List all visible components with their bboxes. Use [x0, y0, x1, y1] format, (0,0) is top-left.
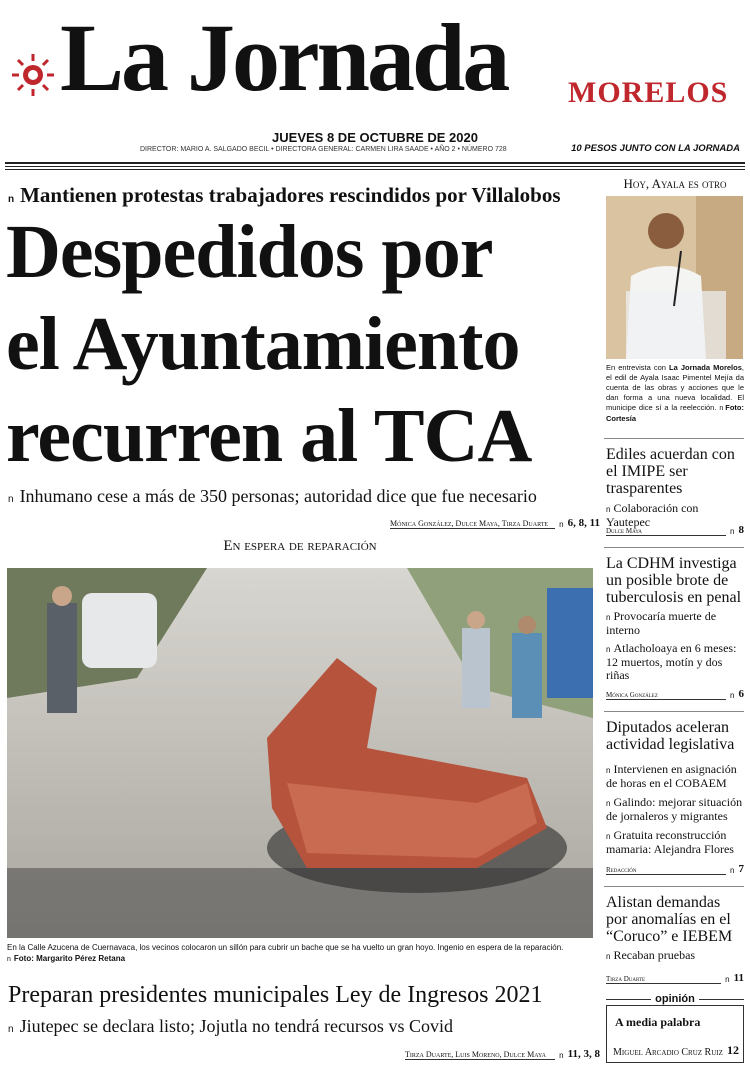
issue-date: JUEVES 8 DE OCTUBRE DE 2020 [272, 130, 478, 145]
divider [604, 886, 744, 887]
lead-deck: n Inhumano cese a más de 350 personas; autoridad dice que fue necesario [8, 486, 537, 506]
bullet-icon: n [8, 1024, 14, 1035]
sidebar-headline[interactable]: Ediles acuerdan con el IMIPE ser trasparentes [606, 446, 735, 497]
sidebar-byline: Dulce Maya n 8 [606, 524, 744, 536]
price-note: 10 PESOS JUNTO CON LA JORNADA [571, 143, 740, 154]
opinion-column-title: A media palabra [615, 1015, 701, 1029]
bullet-icon: n [8, 194, 15, 205]
opinion-box[interactable]: A media palabra Miguel Arcadio Cruz Ruiz 12 [606, 1005, 744, 1063]
divider [604, 438, 744, 439]
divider [604, 711, 744, 712]
page-ref: 6, 8, 11 [567, 517, 600, 529]
sidebar-sub: n Colaboración con Yautepec [606, 501, 699, 529]
feature-title: Hoy, Ayala es otro [623, 176, 727, 191]
masthead-rule [5, 169, 745, 170]
interview-photo [606, 196, 743, 359]
divider [604, 547, 744, 548]
feature-caption: En entrevista con La Jornada Morelos, el edil de Ayala Isaac Pimentel Mejía da cuenta de las obras y acciones que le dan forma a una nueva localidad. El municipe dice sí a la reelección. n Foto: Cortesía [606, 363, 744, 423]
second-deck: n Jiutepec se declara listo; Jojutla no tendrá recursos vs Covid [8, 1016, 453, 1036]
photo-title: En espera de reparación [223, 538, 377, 554]
sidebar-sub: n Intervienen en asignación de horas en el COBAEM [606, 762, 737, 790]
edition-name: MORELOS [568, 76, 729, 109]
sidebar-headline[interactable]: Alistan demandas por anomalías en el “Coruco” e IEBEM [606, 894, 733, 945]
page-ref: 11, 3, 8 [567, 1048, 600, 1060]
sidebar-sub: n Galindo: mejorar situación de jornaleros y migrantes [606, 795, 743, 823]
second-byline: Tirza Duarte, Luis Moreno, Dulce Maya n 11, 3, 8 [405, 1048, 600, 1060]
lead-kicker[interactable]: n Mantienen protestas trabajadores rescindidos por Villalobos [8, 183, 561, 207]
opinion-header: opinión [606, 993, 744, 1005]
photo-caption: En la Calle Azucena de Cuernavaca, los vecinos colocaron un sillón para cubrir un bache que se ha vuelto un gran hoyo. Ingenio en espera de la reparación. n Foto: Margarito Pérez Retana [7, 943, 564, 963]
sidebar-sub: n Provocaría muerte de interno [606, 609, 717, 637]
sidebar-headline[interactable]: La CDHM investiga un posible brote de tuberculosis en penal [606, 555, 742, 606]
sidebar-byline: Tirza Duarte n 11 [606, 972, 744, 984]
sun-logo-icon [10, 52, 56, 98]
sidebar-sub: n Recaban pruebas [606, 948, 696, 962]
bullet-icon: n [8, 494, 14, 505]
street-photo [7, 568, 593, 938]
lead-byline: Mónica González, Dulce Maya, Tirza Duarte n 6, 8, 11 [390, 517, 600, 529]
staff-credits: DIRECTOR: MARIO A. SALGADO BECIL • DIRECTORA GENERAL: CARMEN LIRA SAADE • AÑO 2 • NÚMERO 728 [140, 146, 507, 153]
sidebar-sub: n Gratuita reconstrucción mamaria: Alejandra Flores [606, 828, 734, 856]
sidebar-byline: Mónica González n 6 [606, 688, 744, 700]
sidebar-byline: Redacción n 7 [606, 863, 744, 875]
lead-headline[interactable]: Despedidos por el Ayuntamiento recurren al TCA [6, 210, 532, 478]
sidebar-headline[interactable]: Diputados aceleran actividad legislativa [606, 719, 735, 753]
opinion-author: Miguel Arcadio Cruz Ruiz [613, 1047, 723, 1058]
sidebar-sub: n Atlacholoaya en 6 meses: 12 muertos, motín y dos riñas [606, 641, 737, 682]
second-headline[interactable]: Preparan presidentes municipales Ley de Ingresos 2021 [8, 982, 543, 1008]
masthead-rule [5, 162, 745, 164]
masthead-rule [5, 166, 745, 167]
newspaper-logo: La Jornada [60, 4, 508, 111]
